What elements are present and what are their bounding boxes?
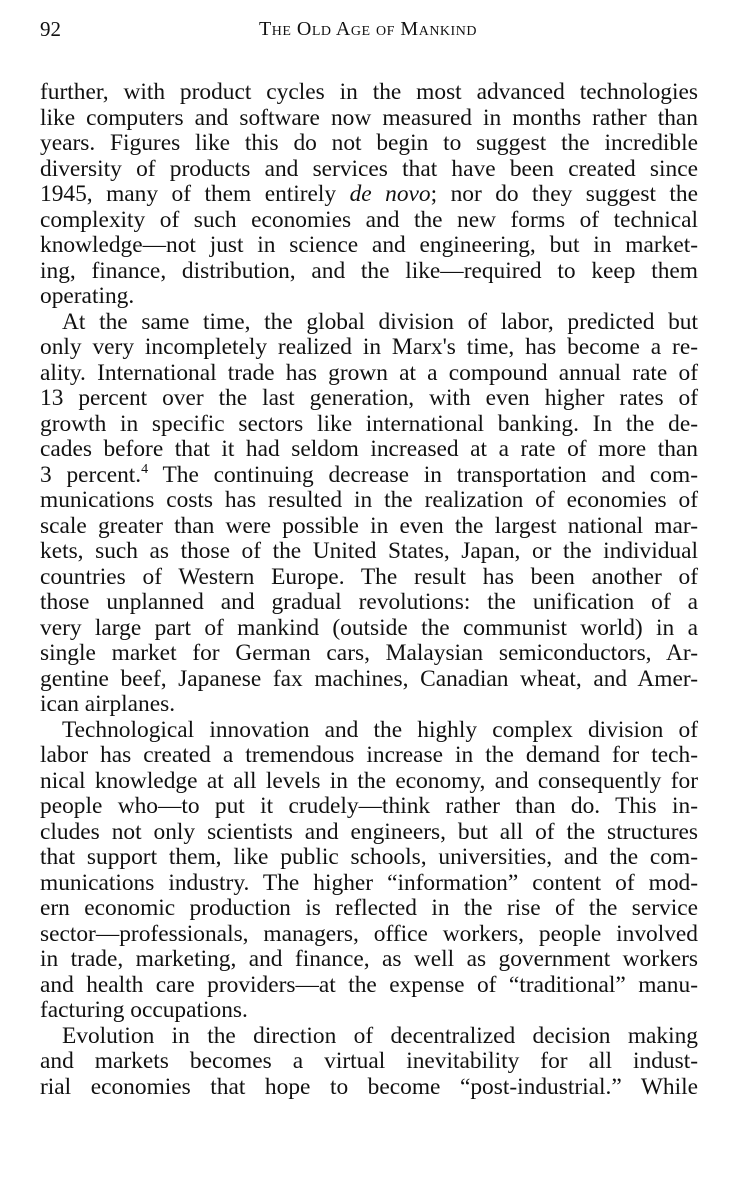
text-line-content: in trade, marketing, and finance, as well as government workers	[40, 946, 698, 972]
text-line-content: Evolution in the direction of decentralized decision making	[62, 1022, 698, 1049]
text-line-content: sector—professionals, managers, office workers, people involved	[40, 920, 698, 947]
text-line-content: Technological innovation and the highly complex division of	[62, 716, 698, 743]
text-line-continuation: The continuing decrease in transportation and com-	[148, 461, 698, 488]
text-line-content: cludes not only scientists and engineers, but all of the structures	[40, 818, 698, 845]
page-header	[40, 14, 696, 44]
text-line	[40, 182, 698, 208]
text-line-content: complexity of such economies and the new forms of technical	[40, 206, 698, 233]
text-line-content: growth in specific sectors like international banking. In the de-	[40, 410, 698, 437]
text-line-content: facturing occupations.	[40, 997, 248, 1023]
text-line	[40, 514, 698, 540]
text-line	[40, 667, 698, 693]
text-line-continuation: ; nor do they suggest the	[430, 181, 698, 207]
text-line	[40, 718, 698, 744]
text-line-content: scale greater than were possible in even the largest national mar-	[40, 512, 698, 539]
text-line-content: and markets becomes a virtual inevitability for all indust-	[40, 1048, 698, 1074]
text-line-content: single market for German cars, Malaysian semiconductors, Ar-	[40, 640, 698, 666]
text-line-content: years. Figures like this do not begin to suggest the incredible	[40, 130, 698, 156]
text-line-content: ality. International trade has grown at a compound annual rate of	[40, 359, 698, 386]
text-line-content: and health care providers—at the expense of “traditional” manu-	[40, 971, 698, 998]
text-line	[40, 131, 698, 157]
text-line-content: ern economic production is reflected in the rise of the service	[40, 895, 698, 921]
text-line	[40, 743, 698, 769]
text-line	[40, 947, 698, 973]
text-line-content: At the same time, the global division of labor, predicted but	[62, 308, 698, 335]
text-line-content: people who—to put it crudely—think rather than do. This in-	[40, 793, 698, 819]
text-line-content: 1945, many of them entirely	[40, 181, 350, 207]
text-line	[40, 871, 698, 897]
italic-phrase: de novo	[349, 181, 431, 207]
text-line	[40, 769, 698, 795]
text-line-content: munications industry. The higher “information” content of mod-	[40, 869, 698, 896]
text-line	[40, 973, 698, 999]
text-line	[40, 157, 698, 183]
text-line	[40, 998, 698, 1024]
text-line-content: 13 percent over the last generation, with even higher rates of	[40, 385, 698, 411]
text-line	[40, 284, 698, 310]
text-line-content: operating.	[40, 283, 135, 309]
text-line-content: diversity of products and services that have been created since	[40, 155, 698, 182]
text-line	[40, 794, 698, 820]
text-line-content: nical knowledge at all levels in the economy, and consequently for	[40, 767, 698, 794]
text-line	[40, 590, 698, 616]
text-line	[40, 361, 698, 387]
text-line-content: kets, such as those of the United States, Japan, or the individual	[40, 538, 698, 564]
text-line-content: only very incompletely realized in Marx's time, has become a re-	[40, 334, 698, 360]
text-line-content: countries of Western Europe. The result has been another of	[40, 563, 698, 590]
text-line	[40, 616, 698, 642]
text-line	[40, 233, 698, 259]
text-line-content: rial economies that hope to become “post-industrial.” While	[40, 1073, 698, 1100]
text-line-content: ing, finance, distribution, and the like—required to keep them	[40, 257, 698, 284]
text-line	[40, 488, 698, 514]
text-line	[40, 80, 698, 106]
text-line-content: munications costs has resulted in the realization of economies of	[40, 487, 698, 513]
text-line-content: those unplanned and gradual revolutions: the unification of a	[40, 589, 698, 615]
text-line	[40, 820, 698, 846]
text-line-content: 3 percent.	[40, 461, 142, 488]
text-line-content: gentine beef, Japanese fax machines, Canadian wheat, and Amer-	[40, 665, 698, 692]
text-line	[40, 1024, 698, 1050]
text-line	[40, 106, 698, 132]
text-line	[40, 310, 698, 336]
text-line-content: cades before that it had seldom increased at a rate of more than	[40, 436, 698, 462]
footnote-marker: 4	[141, 461, 149, 477]
text-line-content: further, with product cycles in the most advanced technologies	[40, 79, 698, 105]
text-line-content: like computers and software now measured in months rather than	[40, 104, 698, 131]
text-line	[40, 386, 698, 412]
text-line	[40, 208, 698, 234]
text-line	[40, 437, 698, 463]
text-line	[40, 539, 698, 565]
text-line-content: very large part of mankind (outside the communist world) in a	[40, 614, 698, 641]
body-text	[40, 80, 698, 1100]
text-line-content: labor has created a tremendous increase in the demand for tech-	[40, 742, 698, 768]
text-line	[40, 845, 698, 871]
text-line	[40, 335, 698, 361]
text-line	[40, 692, 698, 718]
text-line	[40, 259, 698, 285]
running-title: The Old Age of Mankind	[259, 18, 477, 40]
page-number: 92	[40, 17, 61, 41]
text-line	[40, 463, 698, 489]
text-line	[40, 565, 698, 591]
text-line	[40, 1075, 698, 1101]
text-line	[40, 641, 698, 667]
text-line	[40, 922, 698, 948]
text-line-content: ican airplanes.	[40, 691, 176, 717]
text-line	[40, 1049, 698, 1075]
text-line-content: that support them, like public schools, universities, and the com-	[40, 844, 698, 870]
text-line	[40, 896, 698, 922]
text-line-content: knowledge—not just in science and engineering, but in market-	[40, 232, 698, 258]
text-line	[40, 412, 698, 438]
